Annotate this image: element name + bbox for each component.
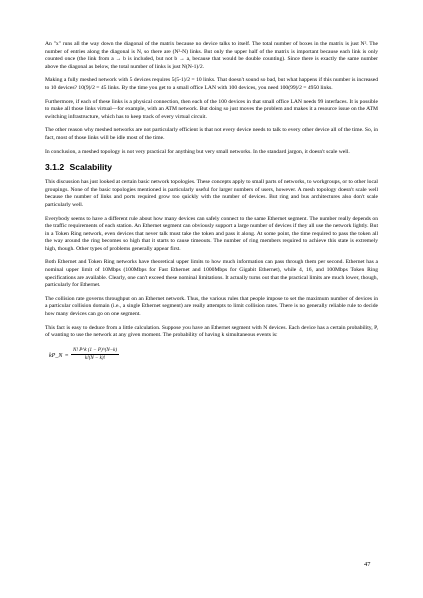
- section-heading: [45, 162, 378, 172]
- formula-denominator: k!(N − k)!: [84, 355, 106, 361]
- paragraph-mesh-link-count: Making a fully meshed network with 5 devices requires 5(5-1)/2 = 10 links. That doesn't sound so bad, but what happens if this number is increased to 10 devices? 10(9)/2 = 45 links. By the time you get to a small office LAN with 100 devices, you need 100(99)/2 = 4950 links.: [45, 77, 378, 91]
- formula-numerator: N! P^k (1 − P)^(N−k): [73, 347, 118, 353]
- probability-formula: [45, 346, 378, 370]
- page-number: 47: [364, 561, 371, 568]
- paragraph-ethernet-segment: Everybody seems to have a different rule about how many devices can safely connect to the same Ethernet segment. The number really depends on the traffic requirements of each station. An Ethernet segment can obviously support a large number of devices if they all use the network lightly. But in a Token Ring network, even devices that never talk must take the token and pass it along. At some point, the time required to pass the token all the way around the ring becomes so high that it starts to cause timeouts. The number of ring members required to achieve this state is extremely high, though. Other types of problems generally appear first.: [45, 215, 378, 252]
- paragraph-throughput-limits: Both Ethernet and Token Ring networks have theoretical upper limits to how much information can pass through them per second. Ethernet has a nominal upper limit of 10Mbps (100Mbps for Fast Ethernet and 1000Mbps for Gigabit Ethernet), while 4, 16, and 100Mbps Token Ring specifications are available. Clearly, one can't exceed these nominal limitations. It actually turns out that the practical limits are much lower, though, particularly for Ethernet.: [45, 259, 378, 289]
- formula-equals: =: [65, 352, 69, 359]
- paragraph-idle-links: The other reason why meshed networks are not particularly efficient is that not every device needs to talk to every other device all of the time. So, in fact, most of those links will be idle most of the time.: [45, 127, 378, 141]
- paragraph-physical-links: Furthermore, if each of these links is a physical connection, then each of the 100 devices in that small office LAN needs 99 interfaces. It is possible to make all those links virtual—for example, with an ATM network. But doing so just moves the problem and makes it a resource issue on the ATM switching infrastructure, which has to keep track of every virtual circuit.: [45, 98, 378, 120]
- paragraph-topologies-scale: This discussion has just looked at certain basic network topologies. These concepts apply to small parts of networks, to workgroups, or to other local groupings. None of the basic topologies mentioned is particularly useful for larger numbers of users, however. A mesh topology doesn't scale well because the number of links and ports required grow too quickly with the number of devices. But ring and bus architectures also don't scale particularly well.: [45, 179, 378, 208]
- formula-fraction: [71, 347, 119, 362]
- section-number: 3.1.2: [45, 162, 65, 173]
- paragraph-collision-rate: The collision rate governs throughput on an Ethernet network. Thus, the various rules that people impose to set the maximum number of devices in a particular collision domain (i.e., a single Ethernet segment) are really attempts to limit collision rates. There is no generally reliable rule to decide how many devices can go on one segment.: [45, 295, 378, 318]
- section-title: Scalability: [69, 162, 113, 173]
- paragraph-mesh-conclusion: In conclusion, a meshed topology is not very practical for anything but very small networks. In the standard jargon, it doesn't scale well.: [45, 148, 350, 155]
- paragraph-probability-intro: This fact is easy to deduce from a little calculation. Suppose you have an Ethernet segment with N devices. Each device has a certain probability, P, of wanting to use the network at any given moment. The probability of having k simultaneous events is:: [45, 324, 378, 339]
- formula-lhs: kP_N: [49, 352, 63, 359]
- paragraph-matrix-diagonal: An "x" runs all the way down the diagonal of the matrix because no device talks to itself. The total number of boxes in the matrix is just N². The number of entries along the diagonal is N, so there are (N²-N) links. But only the upper half of the matrix is important because each link is only counted once (the link from a → b is included, but not b → a, because that would be double counting). Since there is exactly the same number above the diagonal as below, the total number of links is just N(N-1)/2.: [45, 41, 378, 70]
- page-content: [45, 41, 378, 370]
